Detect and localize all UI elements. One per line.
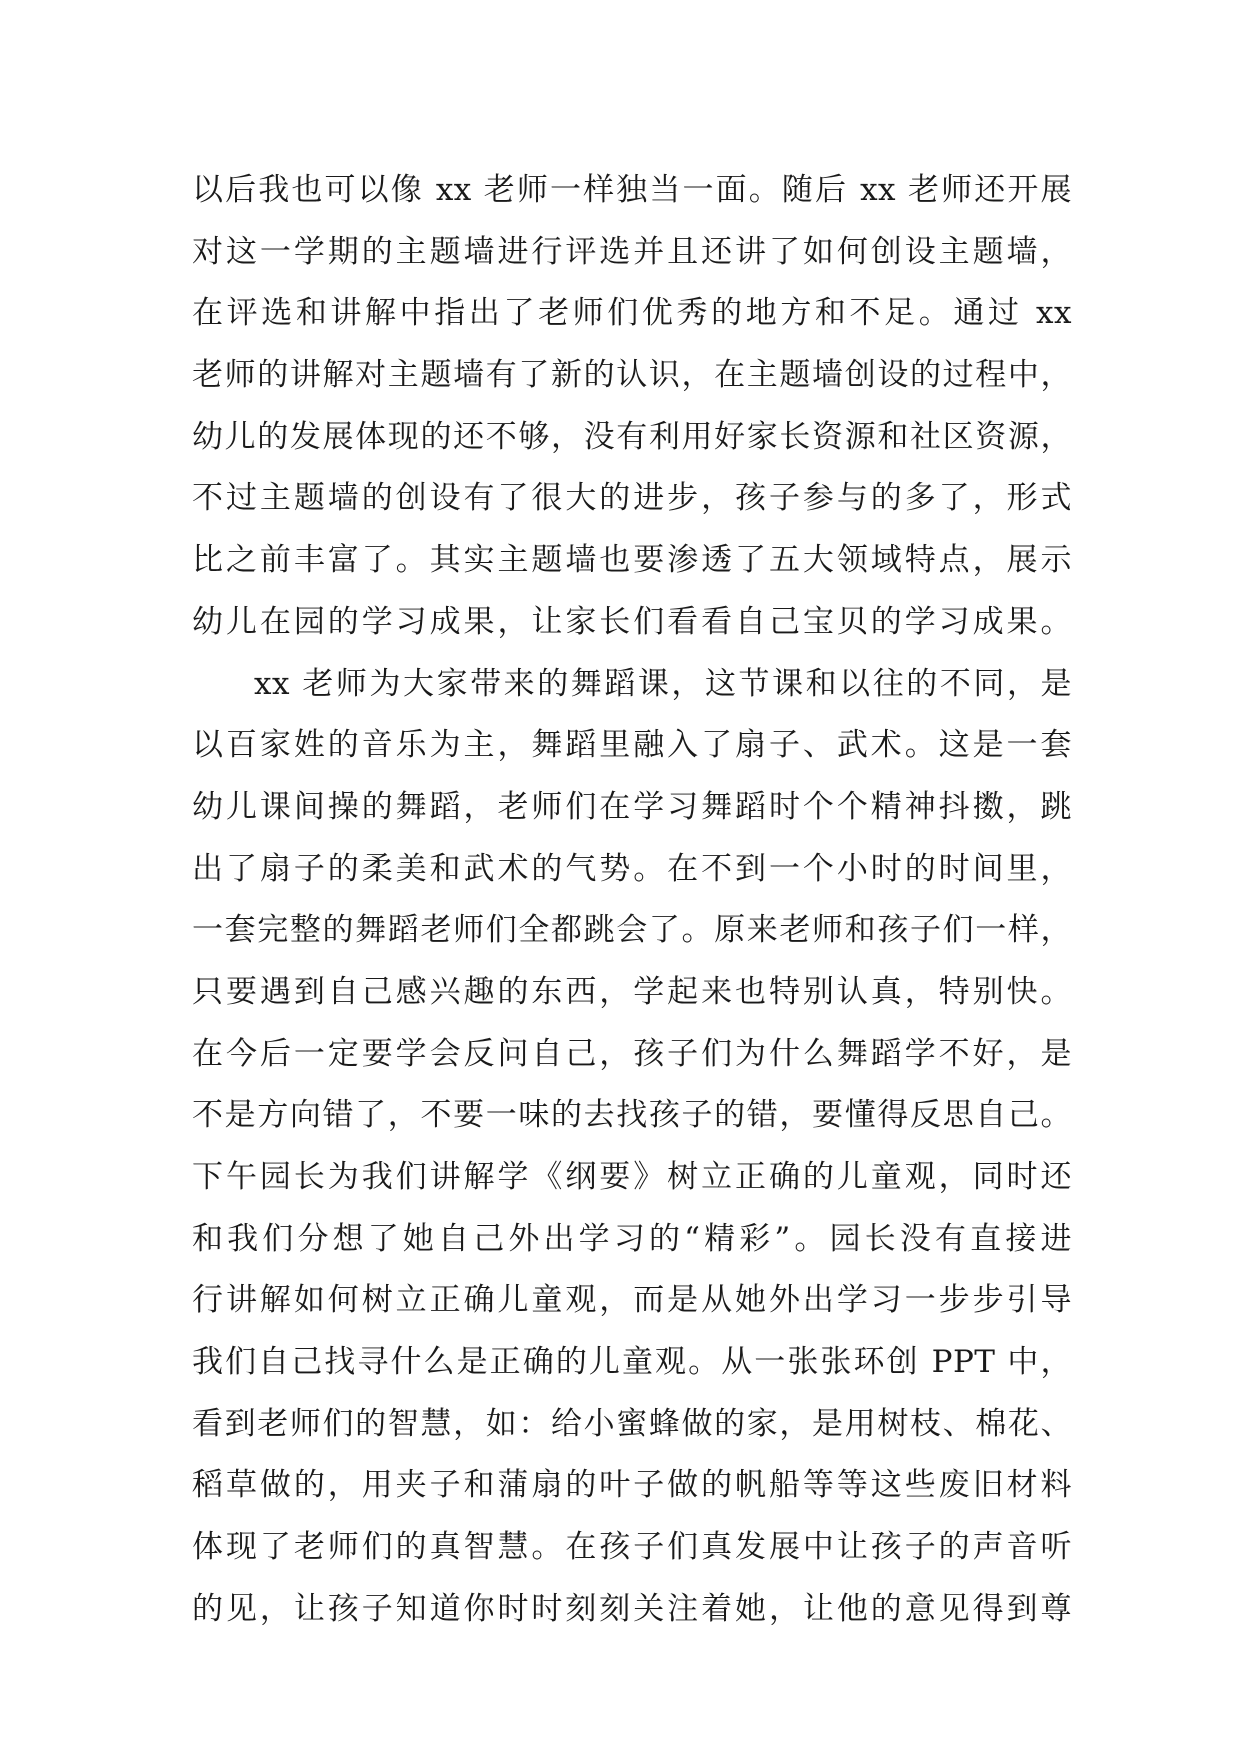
text-line: 比之前丰富了。其实主题墙也要渗透了五大领域特点，展示 xyxy=(192,542,1072,579)
text-line: 以百家姓的音乐为主，舞蹈里融入了扇子、武术。这是一套 xyxy=(192,727,1072,764)
text-line: 看到老师们的智慧，如：给小蜜蜂做的家，是用树枝、棉花、 xyxy=(192,1405,1072,1442)
text-line: 幼儿课间操的舞蹈，老师们在学习舞蹈时个个精神抖擞，跳 xyxy=(192,788,1072,825)
text-line: 幼儿在园的学习成果，让家长们看看自己宝贝的学习成果。 xyxy=(192,603,1072,640)
text-line: 出了扇子的柔美和武术的气势。在不到一个小时的时间里， xyxy=(192,850,1072,887)
text-line: 以后我也可以像 xx 老师一样独当一面。随后 xx 老师还开展 xyxy=(192,172,1072,208)
paragraph-start-line: xx 老师为大家带来的舞蹈课，这节课和以往的不同，是 xyxy=(254,665,1072,702)
text-line: 对这一学期的主题墙进行评选并且还讲了如何创设主题墙， xyxy=(192,233,1072,270)
body-text xyxy=(192,160,1072,1641)
text-line: 行讲解如何树立正确儿童观，而是从她外出学习一步步引导 xyxy=(192,1282,1072,1319)
text-line: 不是方向错了，不要一味的去找孩子的错，要懂得反思自己。 xyxy=(192,1097,1072,1134)
text-line: 幼儿的发展体现的还不够，没有利用好家长资源和社区资源， xyxy=(192,418,1072,455)
text-line: 在评选和讲解中指出了老师们优秀的地方和不足。通过 xx xyxy=(192,295,1072,332)
text-line: 不过主题墙的创设有了很大的进步，孩子参与的多了，形式 xyxy=(192,480,1072,517)
text-line: 下午园长为我们讲解学《纲要》树立正确的儿童观，同时还 xyxy=(192,1159,1072,1195)
text-line: 在今后一定要学会反问自己，孩子们为什么舞蹈学不好，是 xyxy=(192,1035,1072,1072)
text-line: 一套完整的舞蹈老师们全都跳会了。原来老师和孩子们一样， xyxy=(192,912,1072,949)
text-line: 我们自己找寻什么是正确的儿童观。从一张张环创 PPT 中， xyxy=(192,1344,1072,1381)
text-line: 稻草做的，用夹子和蒲扇的叶子做的帆船等等这些废旧材料 xyxy=(192,1467,1072,1504)
text-line: 和我们分想了她自己外出学习的“精彩”。园长没有直接进 xyxy=(192,1220,1072,1257)
text-line: 老师的讲解对主题墙有了新的认识，在主题墙创设的过程中， xyxy=(192,357,1072,394)
text-line: 只要遇到自己感兴趣的东西，学起来也特别认真，特别快。 xyxy=(192,973,1072,1010)
text-line: 的见，让孩子知道你时时刻刻关注着她，让他的意见得到尊 xyxy=(192,1590,1072,1627)
text-line: 体现了老师们的真智慧。在孩子们真发展中让孩子的声音听 xyxy=(192,1529,1072,1566)
